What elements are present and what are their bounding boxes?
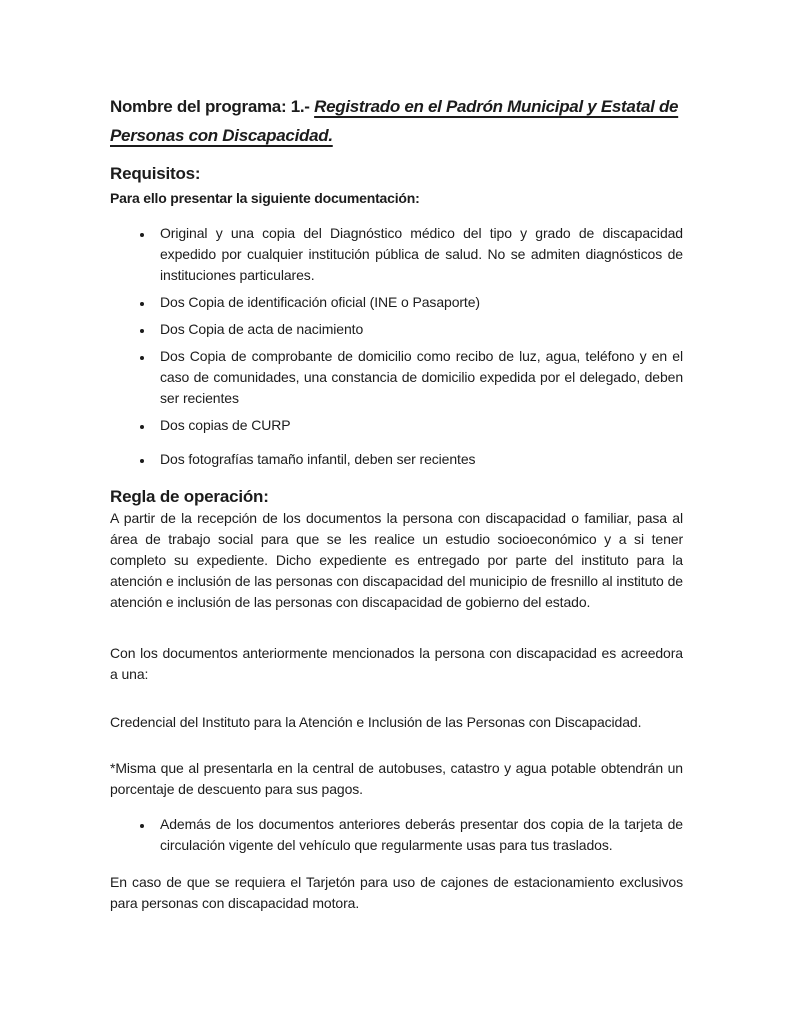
paragraph-credencial: Credencial del Instituto para la Atención e Inclusión de las Personas con Discapacidad. — [110, 714, 642, 730]
list-item: • Dos copias de CURP — [154, 415, 683, 436]
section-heading-requisitos: Requisitos: — [110, 164, 201, 183]
requisitos-intro-text: Para ello presentar la siguiente documentación: — [110, 190, 420, 206]
list-item: • Dos fotografías tamaño infantil, deben ser recientes — [154, 449, 683, 470]
list-item: • Dos Copia de comprobante de domicilio como recibo de luz, agua, teléfono y en el caso de comunidades, una constancia de domicilio expedida por el delegado, deben ser recientes — [154, 346, 683, 409]
section-heading-regla: Regla de operación: — [110, 487, 269, 506]
list-item: • Dos Copia de identificación oficial (INE o Pasaporte) — [154, 292, 683, 313]
requirements-list — [110, 223, 683, 470]
list-item: • Además de los documentos anteriores deberás presentar dos copia de la tarjeta de circulación vigente del vehículo que regularmente usas para tus traslados. — [154, 814, 683, 856]
paragraph-acreedora: Con los documentos anteriormente mencionados la persona con discapacidad es acreedora a una: — [110, 645, 683, 682]
regla-paragraph: A partir de la recepción de los documentos la persona con discapacidad o familiar, pasa al área de trabajo social para que se les realice un estudio socioeconómico y a si tener completo su expediente. Dicho expediente es entregado por parte del instituto para la atención e inclusión de las personas con discapacidad del municipio de fresnillo al instituto de atención e inclusión de las personas con discapacidad de gobierno del estado. — [110, 510, 683, 610]
paragraph-misma: *Misma que al presentarla en la central de autobuses, catastro y agua potable obtendrán un porcentaje de descuento para sus pagos. — [110, 760, 683, 797]
list-item: • Original y una copia del Diagnóstico médico del tipo y grado de discapacidad expedido por cualquier institución pública de salud. No se admiten diagnósticos de instituciones particulares. — [154, 223, 683, 286]
page-title — [110, 92, 683, 150]
list-item: • Dos Copia de acta de nacimiento — [154, 319, 683, 340]
paragraph-tarjeton: En caso de que se requiera el Tarjetón para uso de cajones de estacionamiento exclusivos para personas con discapacidad motora. — [110, 874, 683, 911]
extra-requirement-list — [110, 814, 683, 856]
page-title-emphasis: Registrado en el Padrón Municipal y Estatal de Personas con Discapacidad. — [110, 97, 679, 145]
page-title-prefix: Nombre del programa: 1.- — [110, 97, 315, 116]
